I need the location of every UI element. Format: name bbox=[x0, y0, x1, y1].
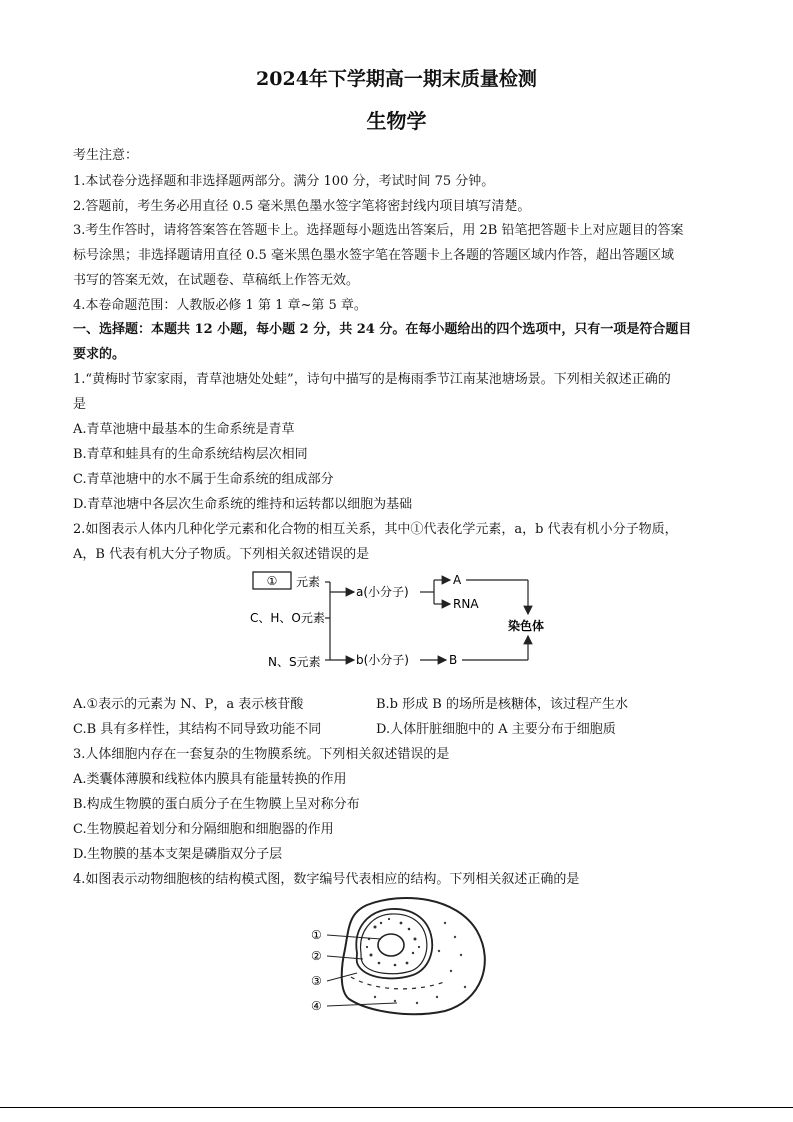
question-4-stem: 4.如图表示动物细胞核的结构模式图，数字编号代表相应的结构。下列相关叙述正确的是 bbox=[73, 872, 580, 887]
question-2-option-b: B.b 形成 B 的场所是核糖体，该过程产生水 bbox=[376, 697, 628, 712]
question-3-option-c: C.生物膜起着划分和分隔细胞和细胞器的作用 bbox=[73, 822, 334, 837]
label-2: ② bbox=[311, 949, 322, 963]
element-box-label: ① bbox=[266, 574, 278, 588]
page-bottom-rule bbox=[0, 1107, 793, 1108]
cell-nucleus-diagram bbox=[305, 893, 490, 1018]
notice-item: 4.本卷命题范围：人教版必修 1 第 1 章~第 5 章。 bbox=[73, 298, 367, 313]
label-4: ④ bbox=[311, 999, 322, 1013]
macromolecule-b: B bbox=[449, 653, 458, 667]
element-compound-diagram bbox=[250, 568, 545, 678]
cho-element-label: C、H、O元素 bbox=[250, 611, 325, 625]
question-1-option-b: B.青草和蛙具有的生命系统结构层次相同 bbox=[73, 447, 308, 462]
small-molecule-b: b(小分子) bbox=[356, 653, 409, 667]
question-3-stem: 3.人体细胞内存在一套复杂的生物膜系统。下列相关叙述错误的是 bbox=[73, 747, 450, 762]
section-heading: 一、选择题：本题共 12 小题，每小题 2 分，共 24 分。在每小题给出的四个选项中，只有一项是符合题目 bbox=[73, 322, 692, 337]
label-1: ① bbox=[311, 928, 322, 942]
question-3-option-a: A.类囊体薄膜和线粒体内膜具有能量转换的作用 bbox=[73, 772, 347, 787]
question-2-option-a: A.①表示的元素为 N、P，a 表示核苷酸 bbox=[73, 697, 304, 712]
question-3-option-d: D.生物膜的基本支架是磷脂双分子层 bbox=[73, 847, 283, 862]
question-1-option-a: A.青草池塘中最基本的生命系统是青草 bbox=[73, 422, 295, 437]
notice-item: 标号涂黑；非选择题请用直径 0.5 毫米黑色墨水签字笔在答题卡上各题的答题区域内作答，超出答题区域 bbox=[73, 248, 674, 263]
subject-title: 生物学 bbox=[366, 109, 427, 133]
question-1-option-d: D.青草池塘中各层次生命系统的维持和运转都以细胞为基础 bbox=[73, 497, 413, 512]
macromolecule-a: A bbox=[453, 573, 462, 587]
question-2-option-c: C.B 具有多样性，其结构不同导致功能不同 bbox=[73, 722, 322, 737]
notice-item: 书写的答案无效，在试题卷、草稿纸上作答无效。 bbox=[73, 273, 360, 288]
question-2-stem-cont: A，B 代表有机大分子物质。下列相关叙述错误的是 bbox=[73, 547, 370, 562]
question-2-options-row bbox=[73, 697, 303, 713]
chromosome-label: 染色体 bbox=[508, 619, 545, 633]
element-label: 元素 bbox=[296, 575, 321, 589]
section-heading-cont: 要求的。 bbox=[73, 347, 126, 362]
question-1-option-c: C.青草池塘中的水不属于生命系统的组成部分 bbox=[73, 472, 334, 487]
small-molecule-a: a(小分子) bbox=[356, 585, 409, 599]
question-2-option-d: D.人体肝脏细胞中的 A 主要分布于细胞质 bbox=[376, 722, 616, 737]
notice-item: 1.本试卷分选择题和非选择题两部分。满分 100 分，考试时间 75 分钟。 bbox=[73, 174, 495, 189]
notice-item: 2.答题前，考生务必用直径 0.5 毫米黑色墨水签字笔将密封线内项目填写清楚。 bbox=[73, 199, 531, 214]
question-2-stem: 2.如图表示人体内几种化学元素和化合物的相互关系，其中①代表化学元素，a，b 代表有机小分子物质， bbox=[73, 522, 678, 537]
ns-element-label: N、S元素 bbox=[268, 655, 321, 669]
rna-label: RNA bbox=[453, 597, 479, 611]
question-1-stem: 1.“黄梅时节家家雨，青草池塘处处蛙”，诗句中描写的是梅雨季节江南某池塘场景。下列相关叙述正确的 bbox=[73, 372, 671, 387]
question-1-stem-cont: 是 bbox=[73, 397, 87, 412]
exam-title: 2024年下学期高一期末质量检测 bbox=[256, 68, 537, 90]
question-3-option-b: B.构成生物膜的蛋白质分子在生物膜上呈对称分布 bbox=[73, 797, 360, 812]
notice-heading: 考生注意： bbox=[73, 148, 139, 163]
nucleolus bbox=[378, 934, 404, 956]
notice-item: 3.考生作答时，请将答案答在答题卡上。选择题每小题选出答案后，用 2B 铅笔把答题卡上对应题目的答案 bbox=[73, 223, 684, 238]
label-3: ③ bbox=[311, 974, 322, 988]
